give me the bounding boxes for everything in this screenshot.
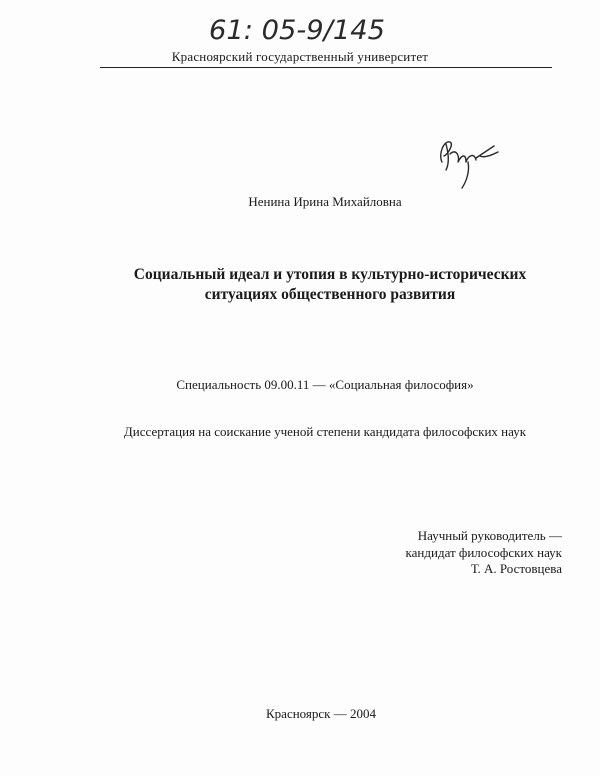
dissertation-title	[60, 265, 600, 305]
scientific-advisor	[406, 528, 562, 578]
title-line-1: Социальный идеал и утопия в культурно-исторических	[133, 266, 527, 283]
archive-code-text: 61: 05-9/145	[209, 15, 385, 46]
title-line-2: ситуациях общественного развития	[204, 286, 456, 303]
author-name: Ненина Ирина Михайловна	[248, 194, 402, 209]
handwritten-archive-code	[205, 8, 405, 48]
university-name: Красноярский государственный университет	[171, 49, 429, 64]
advisor-degree: кандидат философских наук	[405, 544, 562, 560]
university-underline	[100, 67, 552, 68]
handwritten-signature	[432, 132, 512, 190]
specialty-line: Специальность 09.00.11 — «Социальная философия»	[176, 377, 474, 392]
advisor-name: Т. А. Ростовцева	[470, 561, 562, 576]
city-year: Красноярск — 2004	[266, 706, 376, 721]
degree-line: Диссертация на соискание ученой степени кандидата философских наук	[123, 424, 527, 439]
advisor-role: Научный руководитель —	[417, 528, 562, 543]
